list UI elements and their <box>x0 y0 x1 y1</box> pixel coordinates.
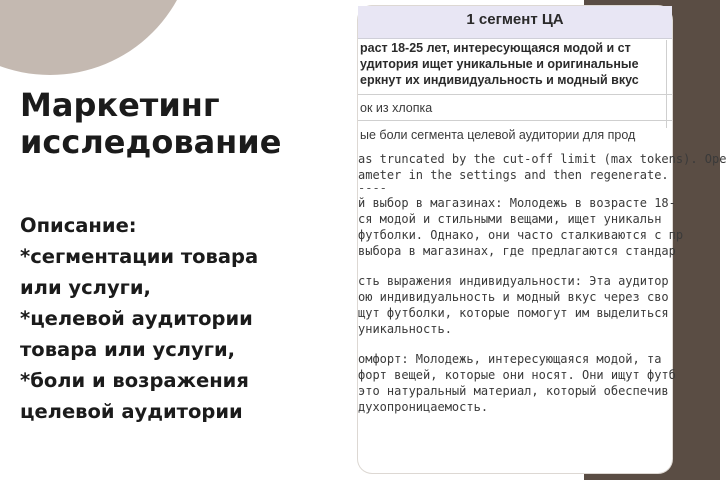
divider-line: ---- <box>358 181 387 195</box>
screenshot-title: 1 сегмент ЦА <box>466 11 564 28</box>
table-divider <box>358 120 672 121</box>
paragraph-line: ою индивидуальность и модный вкус через сво <box>358 290 669 304</box>
title-line: исследование <box>20 123 282 161</box>
title-line: Маркетинг <box>20 86 220 124</box>
description-line: товара или услуги, <box>20 338 236 361</box>
paragraph-line: ся модой и стильными вещами, ищет уникальн <box>358 212 662 226</box>
slide-title <box>20 87 340 161</box>
description-line: целевой аудитории <box>20 400 243 423</box>
segment-line: удитория ищет уникальные и оригинальные <box>360 57 639 71</box>
warning-line: ameter in the settings and then regenerate. <box>358 168 669 182</box>
paragraph-line: выбора в магазинах, где предлагаются стандар <box>358 244 676 258</box>
paragraph-gap <box>358 259 688 273</box>
slide-description <box>20 210 340 427</box>
description-line: *сегментации товара <box>20 245 259 268</box>
paragraph-gap <box>358 337 688 351</box>
paragraph-line: форт вещей, которые они носят. Они ищут футб <box>358 368 676 382</box>
paragraph-line: духопроницаемость. <box>358 400 489 414</box>
paragraph-line: сть выражения индивидуальности: Эта аудитор <box>358 274 669 288</box>
paragraph-line: уникальность. <box>358 322 452 336</box>
segment-description <box>360 40 690 88</box>
description-line: *целевой аудитории <box>20 307 253 330</box>
segment-line: еркнут их индивидуальность и модный вкус <box>360 73 639 87</box>
screenshot-header <box>358 6 672 39</box>
decorative-circle <box>0 0 195 75</box>
warning-line: as truncated by the cut-off limit (max tokens). Ope <box>358 152 726 166</box>
paragraph-line: футболки. Однако, они часто сталкиваются с пр <box>358 228 684 242</box>
description-line: *боли и возражения <box>20 369 249 392</box>
paragraph-line: й выбор в магазинах: Молодежь в возрасте 18- <box>358 196 676 210</box>
pain-points-row: ые боли сегмента целевой аудитории для прод <box>360 128 636 142</box>
segment-line: раст 18-25 лет, интересующаяся модой и ст <box>360 41 631 55</box>
description-line: или услуги, <box>20 276 151 299</box>
paragraph-line: это натуральный материал, который обеспечив <box>358 384 669 398</box>
product-row: ок из хлопка <box>360 101 433 115</box>
description-line: Описание: <box>20 214 137 237</box>
screenshot-card <box>358 6 726 473</box>
response-text <box>358 151 726 415</box>
paragraph-line: щут футболки, которые помогут им выделиться <box>358 306 669 320</box>
table-divider <box>358 94 672 95</box>
paragraph-line: омфорт: Молодежь, интересующаяся модой, та <box>358 352 662 366</box>
